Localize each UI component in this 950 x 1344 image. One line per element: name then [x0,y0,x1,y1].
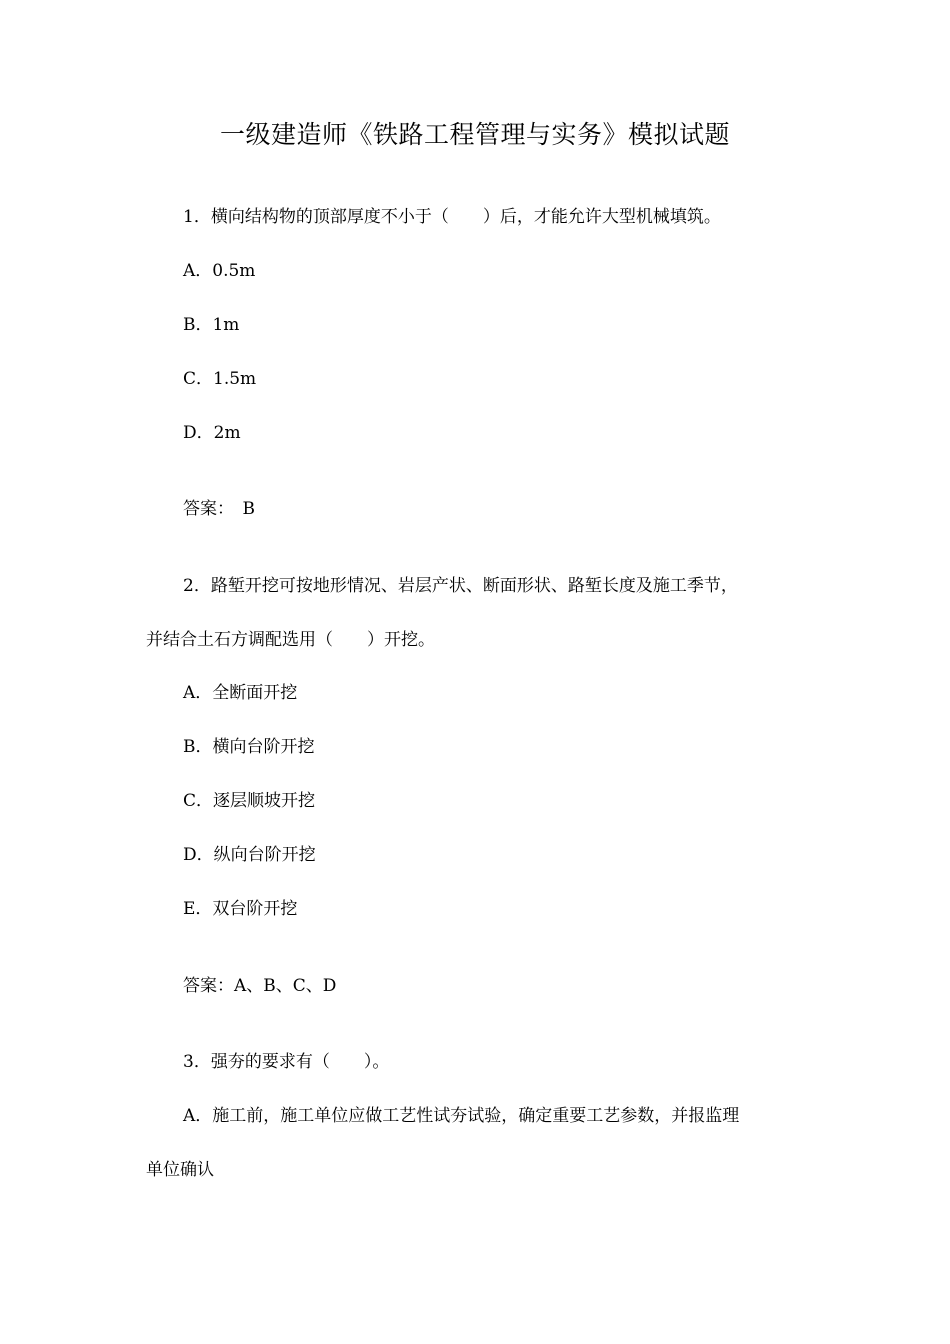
question-2-option-e: E．双台阶开挖 [183,899,298,919]
question-3-option-a-continued: 单位确认 [146,1160,214,1180]
question-2-stem: 2．路堑开挖可按地形情况、岩层产状、断面形状、路堑长度及施工季节， [183,576,738,596]
question-2-option-c: C．逐层顺坡开挖 [183,791,316,811]
question-2-answer: 答案：A、B、C、D [183,976,337,996]
question-3-stem: 3．强夯的要求有（ ）。 [183,1052,390,1072]
question-1-stem: 1．横向结构物的顶部厚度不小于（ ）后，才能允许大型机械填筑。 [183,207,721,227]
question-1-option-a: A．0.5m [183,261,256,281]
question-1-answer: 答案： B [183,499,255,519]
question-2-option-b: B．横向台阶开挖 [183,737,315,757]
question-1-option-b: B．1m [183,315,240,335]
question-3-option-a: A．施工前，施工单位应做工艺性试夯试验，确定重要工艺参数，并报监理 [183,1106,740,1126]
question-1-option-d: D．2m [183,423,241,443]
question-2-option-d: D．纵向台阶开挖 [183,845,316,865]
page-title: 一级建造师《铁路工程管理与实务》模拟试题 [219,120,730,149]
question-2-stem-continued: 并结合土石方调配选用（ ）开挖。 [146,630,435,650]
question-2-option-a: A．全断面开挖 [183,683,298,703]
question-1-option-c: C．1.5m [183,369,257,389]
